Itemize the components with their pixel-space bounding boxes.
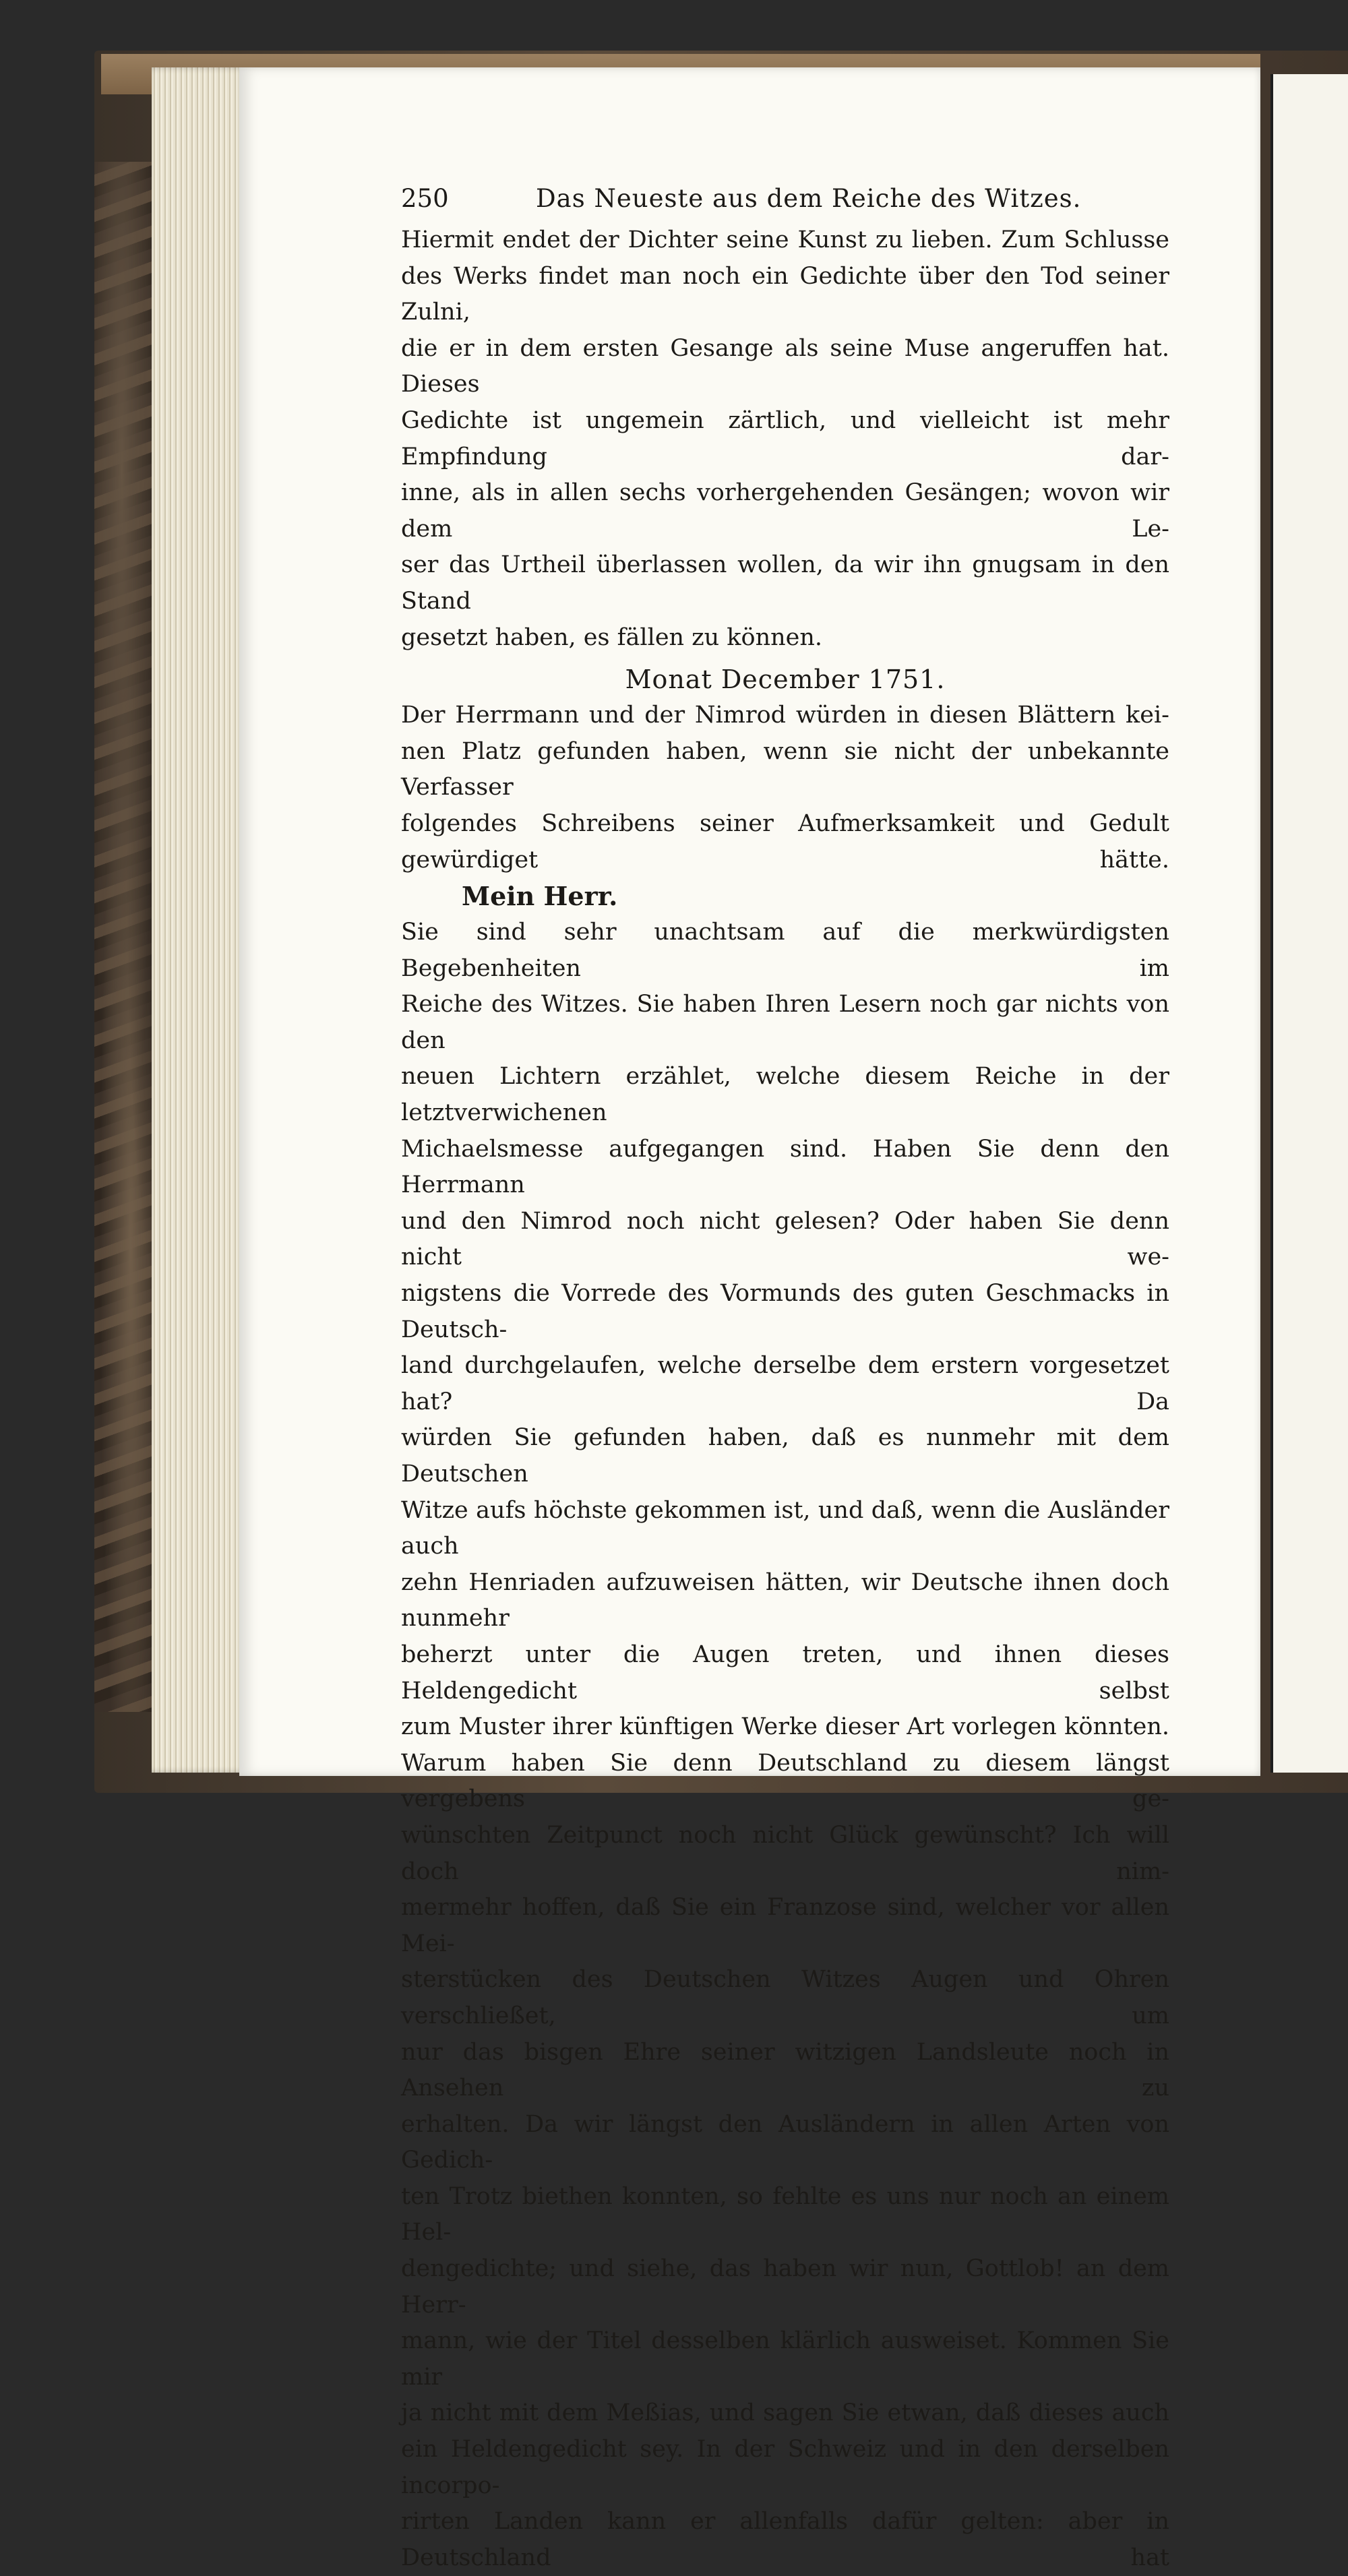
text-line: Warum haben Sie denn Deutschland zu diesem längst vergebens ge- <box>401 1749 1169 1813</box>
text-line: zum Muster ihrer künftigen Werke dieser Art vorlegen könnten. <box>401 1713 1169 1741</box>
text-line: ten Trotz biethen konnten, so fehlte es uns nur noch an einem Hel- <box>401 2182 1169 2246</box>
text-line: mermehr hoffen, daß Sie ein Franzose sind, welcher vor allen Mei- <box>401 1894 1169 1957</box>
text-line: land durchgelaufen, welche derselbe dem erstern vorgesetzet hat? Da <box>401 1352 1169 1415</box>
text-line: wünschten Zeitpunct noch nicht Glück gewünscht? Ich will doch nim- <box>401 1821 1169 1885</box>
text-line: inne, als in allen sechs vorhergehenden Gesängen; wovon wir dem Le- <box>401 479 1169 543</box>
text-line: des Werks findet man noch ein Gedichte über den Tod seiner Zulni, <box>401 262 1169 326</box>
paragraph-2 <box>401 698 1169 878</box>
text-line: nigstens die Vorrede des Vormunds des guten Geschmacks in Deutsch- <box>401 1280 1169 1343</box>
page-header <box>401 175 1169 222</box>
text-line: Der Herrmann und der Nimrod würden in diesen Blättern kei- <box>401 702 1169 729</box>
text-line: nur das bisgen Ehre seiner witzigen Landsleute noch in Ansehen zu <box>401 2038 1169 2102</box>
page-edges <box>152 67 246 1773</box>
text-line: zehn Henriaden aufzuweisen hätten, wir Deutsche ihnen doch nunmehr <box>401 1568 1169 1632</box>
text-line: mann, wie der Titel desselben klärlich ausweiset. Kommen Sie mir <box>401 2327 1169 2391</box>
text-line: Witze aufs höchste gekommen ist, und daß, wenn die Ausländer auch <box>401 1496 1169 1560</box>
text-line: ja nicht mit dem Meßias, und sagen Sie etwan, daß dieses auch <box>401 2399 1169 2427</box>
text-line: Hiermit endet der Dichter seine Kunst zu lieben. Zum Schlusse <box>401 226 1169 253</box>
text-line: und den Nimrod noch nicht gelesen? Oder haben Sie denn nicht we- <box>401 1207 1169 1271</box>
text-line: nen Platz gefunden haben, wenn sie nicht der unbekannte Verfasser <box>401 737 1169 801</box>
running-head: Das Neueste aus dem Reiche des Witzes. <box>536 184 1082 213</box>
paragraph-3 <box>401 915 1169 2576</box>
text-line: gesetzt haben, es fällen zu können. <box>401 623 823 651</box>
text-line: neuen Lichtern erzählet, welche diesem Reiche in der letztverwichenen <box>401 1063 1169 1127</box>
text-line: Reiche des Witzes. Sie haben Ihren Lesern noch gar nichts von den <box>401 991 1169 1054</box>
salutation: Mein Herr. <box>462 881 618 912</box>
text-line: würden Sie gefunden haben, daß es nunmehr mit dem Deutschen <box>401 1424 1169 1488</box>
text-line: sterstücken des Deutschen Witzes Augen und Ohren verschließet, um <box>401 1966 1169 2029</box>
text-line: beherzt unter die Augen treten, und ihnen dieses Heldengedicht selbst <box>401 1640 1169 1705</box>
page-text <box>401 175 1169 2576</box>
page-number: 250 <box>401 184 449 213</box>
text-line: rirten Landen kann er allenfalls dafür gelten: aber in Deutschland hat <box>401 2508 1169 2571</box>
text-line: folgendes Schreibens seiner Aufmerksamkeit und Gedult gewürdiget hätte. <box>401 809 1169 873</box>
paragraph-1 <box>401 222 1169 656</box>
text-line: ein Heldengedicht sey. In der Schweiz und in den derselben incorpo- <box>401 2436 1169 2499</box>
text-line: Michaelsmesse aufgegangen sind. Haben Sie denn den Herrmann <box>401 1135 1169 1199</box>
text-line: Sie sind sehr unachtsam auf die merkwürdigsten Begebenheiten im <box>401 919 1169 982</box>
text-line: erhalten. Da wir längst den Ausländern in allen Arten von Gedich- <box>401 2110 1169 2174</box>
text-line: ser das Urtheil überlassen wollen, da wir ihn gnugsam in den Stand <box>401 551 1169 615</box>
facing-page-edge <box>1270 74 1348 1773</box>
text-line: Gedichte ist ungemein zärtlich, und vielleicht ist mehr Empfindung dar- <box>401 406 1169 470</box>
text-line: die er in dem ersten Gesange als seine Muse angeruffen hat. Dieses <box>401 334 1169 398</box>
text-line: dengedichte; und siehe, das haben wir nun, Gottlob! an dem Herr- <box>401 2255 1169 2319</box>
section-heading: Monat December 1751. <box>625 665 946 695</box>
